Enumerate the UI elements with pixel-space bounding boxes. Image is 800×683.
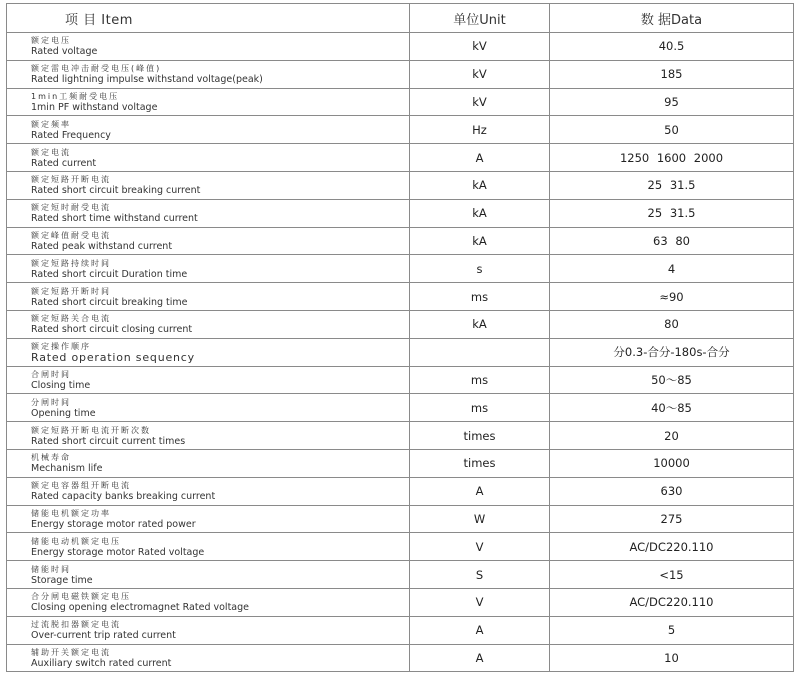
item-chinese-label: 储能电动机额定电压 <box>31 536 121 546</box>
item-cell <box>7 449 410 477</box>
unit-cell: A <box>410 144 550 172</box>
item-english-label: Rated operation sequency <box>31 351 195 365</box>
table-row <box>7 199 794 227</box>
item-english-label: Rated short time withstand current <box>31 213 198 225</box>
table-row <box>7 394 794 422</box>
item-english-label: 1min PF withstand voltage <box>31 101 158 113</box>
item-english-label: Energy storage motor rated power <box>31 518 196 530</box>
unit-cell: V <box>410 533 550 561</box>
specification-table <box>6 3 794 672</box>
item-cell <box>7 116 410 144</box>
item-cell <box>7 255 410 283</box>
unit-cell: times <box>410 422 550 450</box>
item-chinese-label: 额定操作顺序 <box>31 342 91 352</box>
value-cell: 4 <box>550 255 794 283</box>
unit-cell: kV <box>410 60 550 88</box>
item-cell <box>7 422 410 450</box>
value-cell: 40～85 <box>550 394 794 422</box>
unit-cell: A <box>410 477 550 505</box>
item-cell <box>7 144 410 172</box>
table-row <box>7 227 794 255</box>
table-row <box>7 33 794 61</box>
item-english-label: Storage time <box>31 574 93 586</box>
item-cell <box>7 477 410 505</box>
value-cell: 1250 1600 2000 <box>550 144 794 172</box>
unit-cell: ms <box>410 283 550 311</box>
item-english-label: Rated short circuit closing current <box>31 324 193 336</box>
item-english-label: Rated Frequency <box>31 129 111 141</box>
value-cell: 50 <box>550 116 794 144</box>
unit-cell: ms <box>410 394 550 422</box>
unit-cell: kV <box>410 33 550 61</box>
unit-cell <box>410 338 550 366</box>
item-english-label: Rated lightning impulse withstand voltage(peak) <box>31 74 263 86</box>
value-cell: 5 <box>550 616 794 644</box>
item-cell <box>7 394 410 422</box>
item-chinese-label: 额定峰值耐受电流 <box>31 230 111 240</box>
item-english-label: Rated short circuit breaking current <box>31 185 201 197</box>
item-cell <box>7 644 410 672</box>
table-header-row <box>7 4 794 33</box>
value-cell: AC/DC220.110 <box>550 533 794 561</box>
value-cell: 50～85 <box>550 366 794 394</box>
table-row <box>7 449 794 477</box>
item-english-label: Mechanism life <box>31 463 103 475</box>
unit-cell: kV <box>410 88 550 116</box>
header-item: 项 目 Item <box>7 4 410 33</box>
item-chinese-label: 额定频率 <box>31 119 71 129</box>
unit-cell: s <box>410 255 550 283</box>
value-cell: 40.5 <box>550 33 794 61</box>
item-chinese-label: 额定电容器组开断电流 <box>31 481 131 491</box>
unit-cell: A <box>410 644 550 672</box>
unit-cell: W <box>410 505 550 533</box>
value-cell: 25 31.5 <box>550 171 794 199</box>
unit-cell: kA <box>410 310 550 338</box>
table-row <box>7 644 794 672</box>
table-row <box>7 144 794 172</box>
item-chinese-label: 储能电机额定功率 <box>31 508 111 518</box>
item-chinese-label: 储能时间 <box>31 564 71 574</box>
item-chinese-label: 额定短路持续时间 <box>31 258 111 268</box>
item-chinese-label: 机械寿命 <box>31 453 71 463</box>
table-row <box>7 533 794 561</box>
item-cell <box>7 505 410 533</box>
item-cell <box>7 88 410 116</box>
unit-cell: times <box>410 449 550 477</box>
item-cell <box>7 616 410 644</box>
table-row <box>7 422 794 450</box>
item-cell <box>7 561 410 589</box>
item-english-label: Auxiliary switch rated current <box>31 657 172 669</box>
table-row <box>7 338 794 366</box>
item-chinese-label: 合闸时间 <box>31 369 71 379</box>
value-cell: 630 <box>550 477 794 505</box>
table-row <box>7 505 794 533</box>
unit-cell: Hz <box>410 116 550 144</box>
item-cell <box>7 171 410 199</box>
value-cell: 63 80 <box>550 227 794 255</box>
value-cell: <15 <box>550 561 794 589</box>
item-chinese-label: 辅助开关额定电流 <box>31 647 111 657</box>
value-cell: 185 <box>550 60 794 88</box>
item-english-label: Rated short circuit breaking time <box>31 296 188 308</box>
item-english-label: Rated voltage <box>31 46 98 58</box>
item-english-label: Rated short circuit current times <box>31 435 186 447</box>
item-cell <box>7 366 410 394</box>
item-cell <box>7 33 410 61</box>
value-cell: AC/DC220.110 <box>550 588 794 616</box>
item-english-label: Over-current trip rated current <box>31 630 176 642</box>
unit-cell: kA <box>410 199 550 227</box>
item-english-label: Rated current <box>31 157 97 169</box>
table-row <box>7 171 794 199</box>
item-chinese-label: 额定电流 <box>31 147 71 157</box>
table-row <box>7 88 794 116</box>
table-row <box>7 477 794 505</box>
item-english-label: Rated peak withstand current <box>31 240 173 252</box>
table-row <box>7 283 794 311</box>
header-data: 数 据Data <box>550 4 794 33</box>
unit-cell: V <box>410 588 550 616</box>
item-cell <box>7 283 410 311</box>
table-body <box>7 33 794 672</box>
value-cell: ≈90 <box>550 283 794 311</box>
value-cell: 10 <box>550 644 794 672</box>
item-english-label: Opening time <box>31 407 96 419</box>
value-cell: 80 <box>550 310 794 338</box>
item-chinese-label: 1min工频耐受电压 <box>31 91 120 101</box>
table-row <box>7 60 794 88</box>
value-cell: 25 31.5 <box>550 199 794 227</box>
table-row <box>7 116 794 144</box>
item-cell <box>7 199 410 227</box>
item-cell <box>7 338 410 366</box>
header-unit: 单位Unit <box>410 4 550 33</box>
item-chinese-label: 额定短路关合电流 <box>31 314 111 324</box>
item-chinese-label: 分闸时间 <box>31 397 71 407</box>
table-row <box>7 255 794 283</box>
unit-cell: S <box>410 561 550 589</box>
item-chinese-label: 合分闸电磁铁额定电压 <box>31 592 131 602</box>
value-cell: 20 <box>550 422 794 450</box>
item-chinese-label: 过流脱扣器额定电流 <box>31 620 121 630</box>
table-row <box>7 561 794 589</box>
table-row <box>7 310 794 338</box>
value-cell: 10000 <box>550 449 794 477</box>
table-row <box>7 616 794 644</box>
item-english-label: Rated capacity banks breaking current <box>31 491 216 503</box>
unit-cell: ms <box>410 366 550 394</box>
table-row <box>7 366 794 394</box>
item-english-label: Energy storage motor Rated voltage <box>31 546 205 558</box>
item-english-label: Rated short circuit Duration time <box>31 268 188 280</box>
item-cell <box>7 533 410 561</box>
value-cell: 分0.3-合分-180s-合分 <box>550 338 794 366</box>
unit-cell: A <box>410 616 550 644</box>
item-english-label: Closing opening electromagnet Rated voltage <box>31 602 249 614</box>
value-cell: 95 <box>550 88 794 116</box>
table-row <box>7 588 794 616</box>
value-cell: 275 <box>550 505 794 533</box>
item-cell <box>7 310 410 338</box>
item-chinese-label: 额定短路开断电流开断次数 <box>31 425 151 435</box>
item-chinese-label: 额定电压 <box>31 36 71 46</box>
item-chinese-label: 额定短时耐受电流 <box>31 203 111 213</box>
item-english-label: Closing time <box>31 379 91 391</box>
unit-cell: kA <box>410 171 550 199</box>
item-chinese-label: 额定短路开断电流 <box>31 175 111 185</box>
unit-cell: kA <box>410 227 550 255</box>
item-chinese-label: 额定雷电冲击耐受电压(峰值) <box>31 64 162 74</box>
item-cell <box>7 60 410 88</box>
item-cell <box>7 227 410 255</box>
item-cell <box>7 588 410 616</box>
item-chinese-label: 额定短路开断时间 <box>31 286 111 296</box>
